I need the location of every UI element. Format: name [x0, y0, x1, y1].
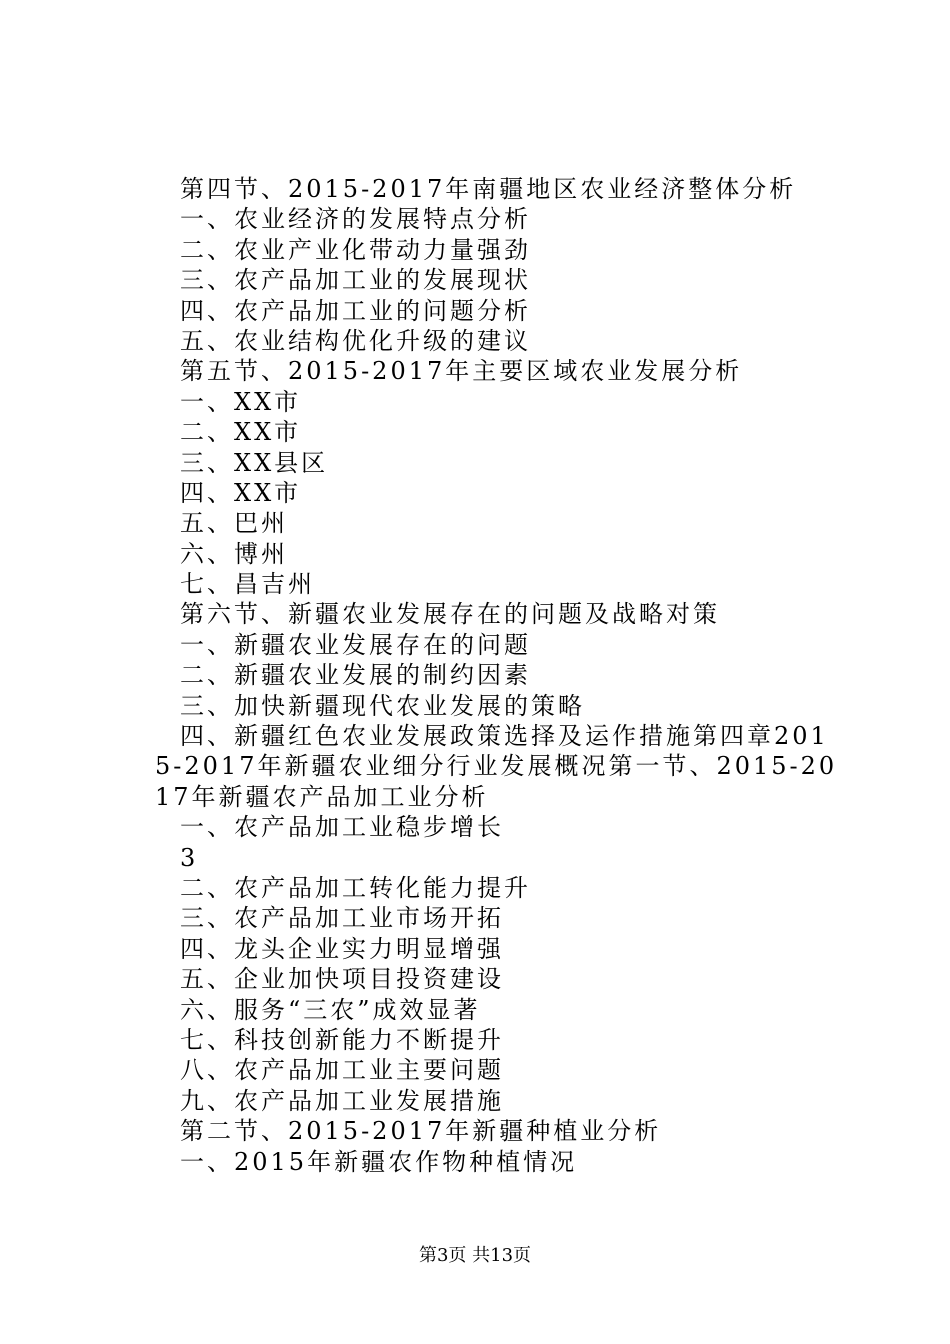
- section-heading: 第五节、2015-2017年主要区域农业发展分析: [180, 357, 743, 386]
- outline-item: 五、农业结构优化升级的建议: [180, 326, 531, 355]
- outline-item: 一、2015年新疆农作物种植情况: [180, 1147, 578, 1176]
- outline-item: 一、新疆农业发展存在的问题: [180, 630, 531, 659]
- outline-item: 三、加快新疆现代农业发展的策略: [180, 691, 585, 720]
- outline-item: 一、农产品加工业稳步增长: [180, 813, 504, 842]
- outline-item: 二、农产品加工转化能力提升: [180, 874, 531, 903]
- document-body: [155, 174, 840, 1177]
- page-footer: 第3页 共13页: [418, 1245, 532, 1266]
- outline-item: 四、XX市: [180, 478, 302, 507]
- outline-item: 一、XX市: [180, 387, 302, 416]
- body-paragraph: 四、新疆红色农业发展政策选择及运作措施第四章2015-2017年新疆农业细分行业发展概况第一节、2015-2017年新疆农产品加工业分析: [155, 722, 838, 811]
- outline-item: 三、农产品加工业的发展现状: [180, 266, 531, 295]
- outline-item: 七、科技创新能力不断提升: [180, 1025, 504, 1054]
- outline-item: 二、XX市: [180, 418, 302, 447]
- outline-item: 八、农产品加工业主要问题: [180, 1056, 504, 1085]
- outline-item: 一、农业经济的发展特点分析: [180, 205, 531, 234]
- outline-item: 四、龙头企业实力明显增强: [180, 934, 504, 963]
- section-heading: 第二节、2015-2017年新疆种植业分析: [180, 1117, 662, 1146]
- page-number-marker: 3: [180, 843, 199, 872]
- outline-item: 六、服务“三农”成效显著: [180, 995, 481, 1024]
- section-heading: 第四节、2015-2017年南疆地区农业经济整体分析: [180, 175, 797, 203]
- outline-item: 六、博州: [180, 539, 288, 568]
- section-heading: 第六节、新疆农业发展存在的问题及战略对策: [180, 600, 720, 629]
- outline-item: 三、农产品加工业市场开拓: [180, 904, 504, 933]
- outline-item: 五、巴州: [180, 509, 288, 538]
- outline-item: 五、企业加快项目投资建设: [180, 965, 504, 994]
- outline-item: 九、农产品加工业发展措施: [180, 1086, 504, 1115]
- outline-item: 二、新疆农业发展的制约因素: [180, 661, 531, 690]
- outline-item: 三、XX县区: [180, 448, 329, 477]
- outline-item: 七、昌吉州: [180, 570, 315, 599]
- outline-item: 二、农业产业化带动力量强劲: [180, 235, 531, 264]
- outline-item: 四、农产品加工业的问题分析: [180, 296, 531, 325]
